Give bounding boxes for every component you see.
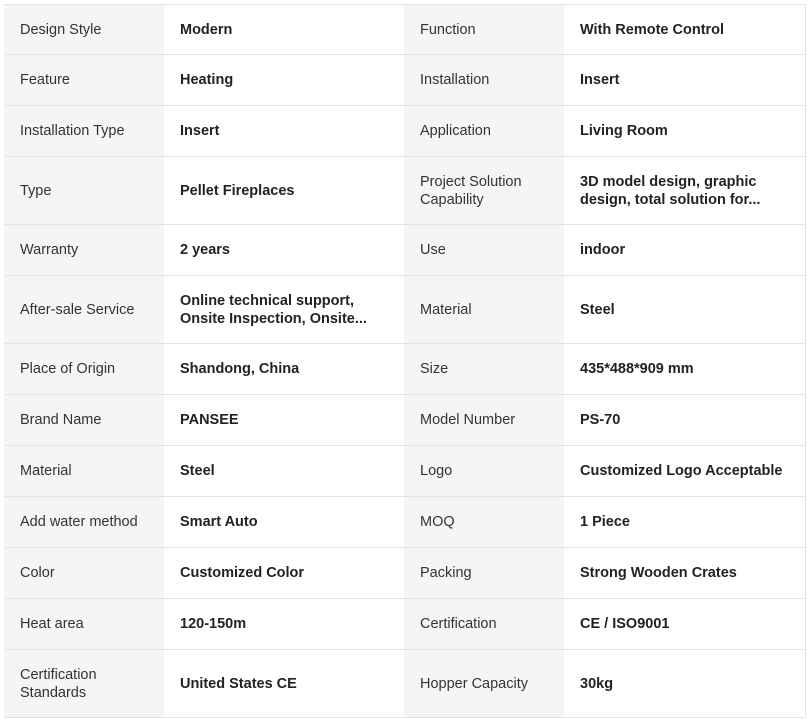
spec-value: With Remote Control	[564, 5, 805, 55]
spec-label: Material	[404, 276, 564, 344]
spec-value: 2 years	[164, 225, 404, 276]
spec-label: Feature	[4, 55, 164, 106]
table-row	[4, 106, 805, 157]
spec-label: Hopper Capacity	[404, 650, 564, 718]
product-specifications-table	[4, 4, 806, 718]
spec-label: Installation	[404, 55, 564, 106]
spec-value: 120-150m	[164, 599, 404, 650]
spec-value: Living Room	[564, 106, 805, 157]
spec-label: Installation Type	[4, 106, 164, 157]
table-row	[4, 395, 805, 446]
spec-value: Steel	[164, 446, 404, 497]
table-row	[4, 225, 805, 276]
spec-label: After-sale Service	[4, 276, 164, 344]
spec-value: 30kg	[564, 650, 805, 718]
spec-label: Design Style	[4, 5, 164, 55]
spec-label: Size	[404, 344, 564, 395]
spec-value: Strong Wooden Crates	[564, 548, 805, 599]
table-row	[4, 650, 805, 718]
spec-label: Function	[404, 5, 564, 55]
spec-value: 1 Piece	[564, 497, 805, 548]
spec-value: Insert	[564, 55, 805, 106]
spec-value: Customized Color	[164, 548, 404, 599]
spec-label: Application	[404, 106, 564, 157]
spec-label: Model Number	[404, 395, 564, 446]
table-row	[4, 157, 805, 225]
spec-label: Certification	[404, 599, 564, 650]
spec-label: Place of Origin	[4, 344, 164, 395]
spec-label: Certification Standards	[4, 650, 164, 718]
spec-label: MOQ	[404, 497, 564, 548]
spec-value: Shandong, China	[164, 344, 404, 395]
table-row	[4, 55, 805, 106]
spec-value: Customized Logo Acceptable	[564, 446, 805, 497]
table-row	[4, 446, 805, 497]
spec-value: Heating	[164, 55, 404, 106]
spec-value: CE / ISO9001	[564, 599, 805, 650]
table-row	[4, 599, 805, 650]
table-row	[4, 276, 805, 344]
spec-value: Smart Auto	[164, 497, 404, 548]
spec-label: Packing	[404, 548, 564, 599]
spec-label: Project Solution Capability	[404, 157, 564, 225]
spec-label: Type	[4, 157, 164, 225]
spec-value: 3D model design, graphic design, total solution for...	[564, 157, 805, 225]
spec-label: Use	[404, 225, 564, 276]
spec-value: Modern	[164, 5, 404, 55]
spec-value: indoor	[564, 225, 805, 276]
spec-value: Pellet Fireplaces	[164, 157, 404, 225]
spec-label: Brand Name	[4, 395, 164, 446]
spec-label: Logo	[404, 446, 564, 497]
spec-label: Warranty	[4, 225, 164, 276]
spec-value: PS-70	[564, 395, 805, 446]
spec-value: PANSEE	[164, 395, 404, 446]
spec-label: Color	[4, 548, 164, 599]
spec-value: United States CE	[164, 650, 404, 718]
spec-value: Online technical support, Onsite Inspection, Onsite...	[164, 276, 404, 344]
table-row	[4, 548, 805, 599]
spec-label: Add water method	[4, 497, 164, 548]
table-row	[4, 5, 805, 55]
spec-value: Steel	[564, 276, 805, 344]
table-row	[4, 344, 805, 395]
spec-label: Material	[4, 446, 164, 497]
spec-label: Heat area	[4, 599, 164, 650]
table-row	[4, 497, 805, 548]
spec-value: 435*488*909 mm	[564, 344, 805, 395]
spec-value: Insert	[164, 106, 404, 157]
